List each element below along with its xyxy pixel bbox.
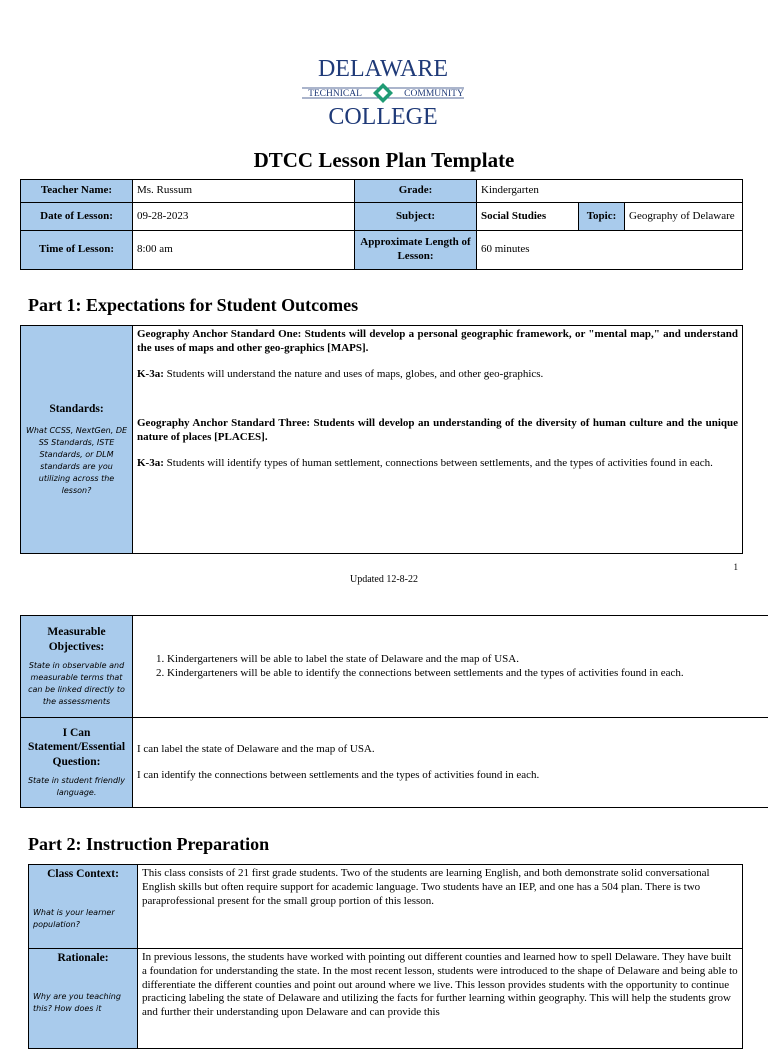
standards-content (133, 326, 743, 554)
teacher-name-value: Ms. Russum (133, 180, 355, 203)
part1-heading: Part 1: Expectations for Student Outcomes (28, 295, 358, 316)
class-context-text: This class consists of 21 first grade students. Two of the students are learning English, and both demonstrate solid conversational English skills but often require support for academic language. Two students have an IEP, and one has a 504 plan. There is two paraprofessional present for the small group portion of this lesson. (138, 865, 743, 949)
ican-label-cell (21, 718, 133, 808)
grade-value: Kindergarten (477, 180, 743, 203)
class-context-label-cell (29, 865, 138, 949)
grade-label: Grade: (355, 180, 477, 203)
objectives-label: Measurable Objectives: (25, 625, 128, 654)
k3a-standard-maps (137, 368, 738, 382)
objectives-table (20, 615, 768, 808)
class-context-label: Class Context: (33, 867, 133, 881)
k3a-code: K-3a: (137, 457, 164, 469)
part2-heading: Part 2: Instruction Preparation (28, 834, 269, 855)
ican-statement-2: I can identify the connections between settlements and the types of activities found in each. (137, 769, 765, 783)
time-value: 8:00 am (133, 231, 355, 270)
dtcc-logo (288, 46, 478, 136)
rationale-text: In previous lessons, the students have worked with pointing out different counties and learned how to spell Delaware. They have built a foundation for understanding the state. In the most recent lesson, students were introduced to the shape of Delaware and being able to differentiate the different counties and point out around where we live. This lesson provides students with the opportunity to continue practicing labeling the state of Delaware and utilizing the facts for further learning within geography. This will help the students grow and further their understanding upon Delaware and can provide this (138, 949, 743, 1049)
anchor-standard-three: Geography Anchor Standard Three: Students will develop an understanding of the diversity of human culture and the unique nature of places [PLACES]. (137, 417, 738, 445)
logo-technical-text: TECHNICAL (308, 89, 362, 99)
page-number: 1 (734, 562, 739, 572)
standards-label-cell (21, 326, 133, 554)
ican-statement-1: I can label the state of Delaware and the map of USA. (137, 743, 765, 757)
page-title: DTCC Lesson Plan Template (0, 148, 768, 173)
teacher-name-label: Teacher Name: (21, 180, 133, 203)
k3a-text: Students will identify types of human settlement, connections between settlements, and the types of activities found in each. (164, 457, 713, 469)
k3a-code: K-3a: (137, 368, 164, 380)
updated-date: Updated 12-8-22 (0, 574, 768, 585)
class-context-note: What is your learner population? (33, 907, 133, 931)
topic-value: Geography of Delaware (625, 203, 743, 231)
rationale-label: Rationale: (33, 951, 133, 965)
time-label: Time of Lesson: (21, 231, 133, 270)
objective-item: 1. Kindergarteners will be able to label the state of Delaware and the map of USA. (167, 653, 765, 667)
date-label: Date of Lesson: (21, 203, 133, 231)
ican-note: State in student friendly language. (25, 775, 128, 799)
anchor-standard-one: Geography Anchor Standard One: Students will develop a personal geographic framework, or "mental map," and understand the uses of maps and other geo-graphics [MAPS]. (137, 328, 738, 356)
date-value: 09-28-2023 (133, 203, 355, 231)
k3a-standard-places (137, 457, 738, 471)
logo-community-text: COMMUNITY (404, 89, 464, 99)
ican-label: I Can Statement/Essential Question: (25, 726, 128, 769)
rationale-label-cell (29, 949, 138, 1049)
standards-note: What CCSS, NextGen, DE SS Standards, ISTE Standards, or DLM standards are you utilizing across the lesson? (25, 425, 128, 497)
standards-label: Standards: (25, 402, 128, 416)
subject-label: Subject: (355, 203, 477, 231)
lesson-info-table (20, 179, 743, 270)
topic-label: Topic: (579, 203, 625, 231)
instruction-prep-table (28, 864, 743, 1049)
objectives-note: State in observable and measurable terms that can be linked directly to the assessments (25, 660, 128, 708)
objectives-content (133, 616, 768, 718)
objectives-list (137, 653, 765, 681)
objective-item: 2. Kindergarteners will be able to identify the connections between settlements and the types of activities found in each. (167, 667, 765, 681)
rationale-note: Why are you teaching this? How does it (33, 991, 133, 1015)
logo-delaware-text: DELAWARE (318, 56, 448, 82)
objectives-label-cell (21, 616, 133, 718)
k3a-text: Students will understand the nature and uses of maps, globes, and other geo-graphics. (164, 368, 543, 380)
ican-content (133, 718, 768, 808)
logo-college-text: COLLEGE (328, 104, 437, 130)
length-value: 60 minutes (477, 231, 743, 270)
subject-value: Social Studies (477, 203, 579, 231)
standards-table (20, 325, 743, 554)
length-label: Approximate Length of Lesson: (355, 231, 477, 270)
logo-diamond-icon (373, 83, 393, 103)
